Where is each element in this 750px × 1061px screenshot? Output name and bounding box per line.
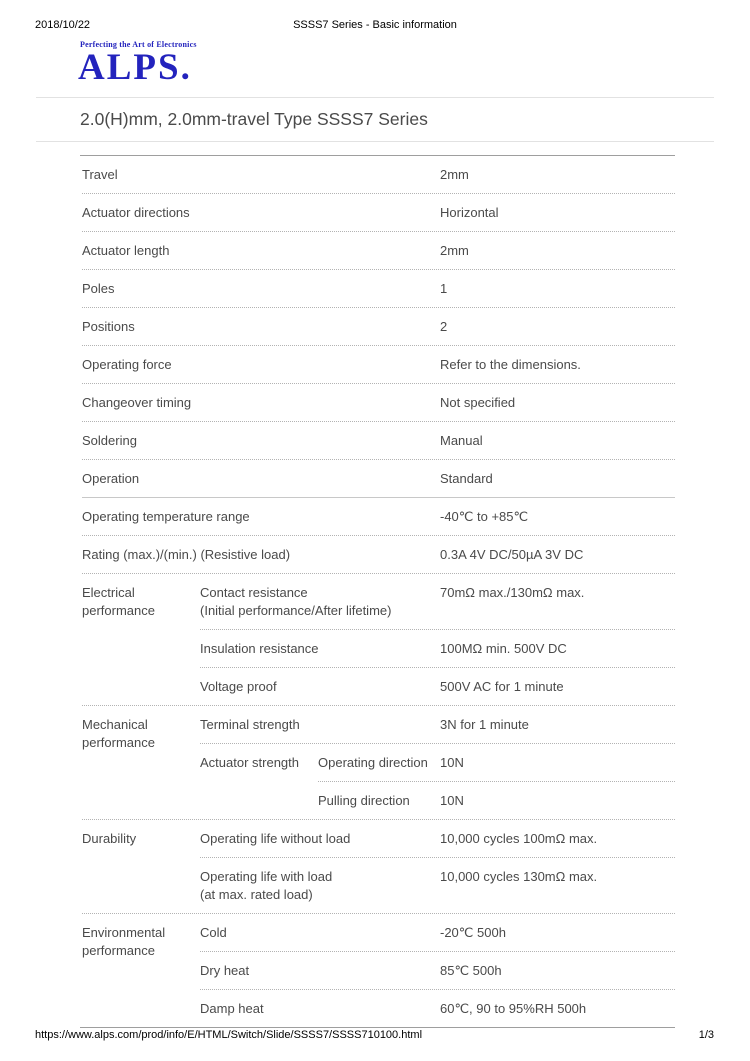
logo-tagline: Perfecting the Art of Electronics xyxy=(80,40,197,49)
spec-subrow-actuator-strength xyxy=(200,744,675,819)
spec-subvalue: 10,000 cycles 100mΩ max. xyxy=(440,831,598,846)
spec-group-environmental-performance xyxy=(82,913,675,1027)
spec-subrow-insulation-resistance xyxy=(200,630,675,668)
spec-value: 0.3A 4V DC/50µA 3V DC xyxy=(440,547,584,562)
spec-subvalue: 100MΩ min. 500V DC xyxy=(440,641,567,656)
spec-subrow-cold xyxy=(200,914,675,952)
spec-value: 2mm xyxy=(440,243,469,258)
spec-value: Not specified xyxy=(440,395,516,410)
logo-wordmark: ALPS. xyxy=(78,47,192,88)
print-footer-page-number: 1/3 xyxy=(698,1029,714,1041)
spec-row-changeover-timing xyxy=(82,384,675,422)
spec-subvalue: 10,000 cycles 130mΩ max. xyxy=(440,869,598,884)
spec-label: Poles xyxy=(82,281,115,296)
spec-subrow-terminal-strength xyxy=(200,706,675,744)
spec-row-poles xyxy=(82,270,675,308)
spec-row-positions xyxy=(82,308,675,346)
spec-sublabel: Cold xyxy=(200,925,227,940)
spec-subvalue: -20℃ 500h xyxy=(440,925,506,940)
spec-value: Horizontal xyxy=(440,205,499,220)
spec-value: Manual xyxy=(440,433,483,448)
spec-nested-label: Operating direction xyxy=(318,755,428,770)
spec-value: 2 xyxy=(440,319,448,334)
page-title: 2.0(H)mm, 2.0mm-travel Type SSSS7 Series xyxy=(80,109,428,129)
spec-label: Soldering xyxy=(82,433,137,448)
spec-group-label: Environmental performance xyxy=(82,925,166,958)
spec-sublabel: Voltage proof xyxy=(200,679,277,694)
print-document-title: SSSS7 Series - Basic information xyxy=(293,19,457,31)
spec-group-mechanical-performance xyxy=(82,705,675,819)
spec-subrow-contact-resistance xyxy=(200,574,675,630)
spec-group-label: Electrical performance xyxy=(82,585,155,618)
alps-logo xyxy=(78,40,197,87)
spec-sublabel xyxy=(200,574,440,629)
spec-value: -40℃ to +85℃ xyxy=(440,509,529,524)
spec-subrow-life-without-load xyxy=(200,820,675,858)
spec-label: Positions xyxy=(82,319,135,334)
spec-label: Rating (max.)/(min.) (Resistive load) xyxy=(82,547,291,562)
spec-row-travel xyxy=(82,156,675,194)
spec-nested-label: Pulling direction xyxy=(318,793,410,808)
spec-row-actuator-length xyxy=(82,232,675,270)
spec-nested-value: 10N xyxy=(440,755,464,770)
spec-sublabel: Dry heat xyxy=(200,963,250,978)
spec-table xyxy=(80,155,675,1028)
page-title-band xyxy=(36,97,714,142)
spec-subvalue: 500V AC for 1 minute xyxy=(440,679,564,694)
spec-value: 1 xyxy=(440,281,448,296)
spec-row-rating xyxy=(82,536,675,574)
spec-row-soldering xyxy=(82,422,675,460)
print-date: 2018/10/22 xyxy=(35,19,91,31)
spec-group-label: Durability xyxy=(82,831,137,846)
spec-group-label: Mechanical performance xyxy=(82,717,155,750)
spec-sublabel-line2: (Initial performance/After lifetime) xyxy=(200,603,392,618)
spec-group-electrical-performance xyxy=(82,574,675,705)
spec-sublabel-line1: Contact resistance xyxy=(200,585,308,600)
spec-row-actuator-directions xyxy=(82,194,675,232)
spec-label: Actuator length xyxy=(82,243,170,258)
spec-group-durability xyxy=(82,819,675,913)
spec-label: Operation xyxy=(82,471,140,486)
spec-sublabel: Damp heat xyxy=(200,1001,264,1016)
spec-sublabel: Actuator strength xyxy=(200,755,299,770)
spec-label: Operating temperature range xyxy=(82,509,250,524)
spec-sublabel xyxy=(200,858,440,913)
spec-row-operating-temperature-range xyxy=(82,498,675,536)
spec-label: Travel xyxy=(82,167,118,182)
spec-subvalue: 85℃ 500h xyxy=(440,963,502,978)
spec-subrow-dry-heat xyxy=(200,952,675,990)
spec-subrow-damp-heat xyxy=(200,990,675,1027)
spec-sublabel-line1: Operating life with load xyxy=(200,869,333,884)
spec-subvalue: 60℃, 90 to 95%RH 500h xyxy=(440,1001,587,1016)
spec-sublabel: Insulation resistance xyxy=(200,641,319,656)
spec-value: 2mm xyxy=(440,167,469,182)
spec-value: Standard xyxy=(440,471,493,486)
spec-nested-row-operating-direction xyxy=(318,744,675,781)
spec-subrow-voltage-proof xyxy=(200,668,675,705)
spec-row-operation xyxy=(82,460,675,498)
spec-sublabel: Operating life without load xyxy=(200,831,351,846)
spec-row-operating-force xyxy=(82,346,675,384)
spec-value: Refer to the dimensions. xyxy=(440,357,581,372)
spec-label: Actuator directions xyxy=(82,205,190,220)
spec-label: Operating force xyxy=(82,357,172,372)
spec-subrow-life-with-load xyxy=(200,858,675,913)
spec-subvalue: 70mΩ max./130mΩ max. xyxy=(440,585,585,600)
spec-sublabel-line2: (at max. rated load) xyxy=(200,887,313,902)
spec-subvalue: 3N for 1 minute xyxy=(440,717,529,732)
spec-nested-row-pulling-direction xyxy=(318,781,675,819)
print-footer-url: https://www.alps.com/prod/info/E/HTML/Switch/Slide/SSSS7/SSSS710100.html xyxy=(35,1029,423,1041)
spec-nested-value: 10N xyxy=(440,793,464,808)
spec-label: Changeover timing xyxy=(82,395,192,410)
spec-sublabel: Terminal strength xyxy=(200,717,300,732)
